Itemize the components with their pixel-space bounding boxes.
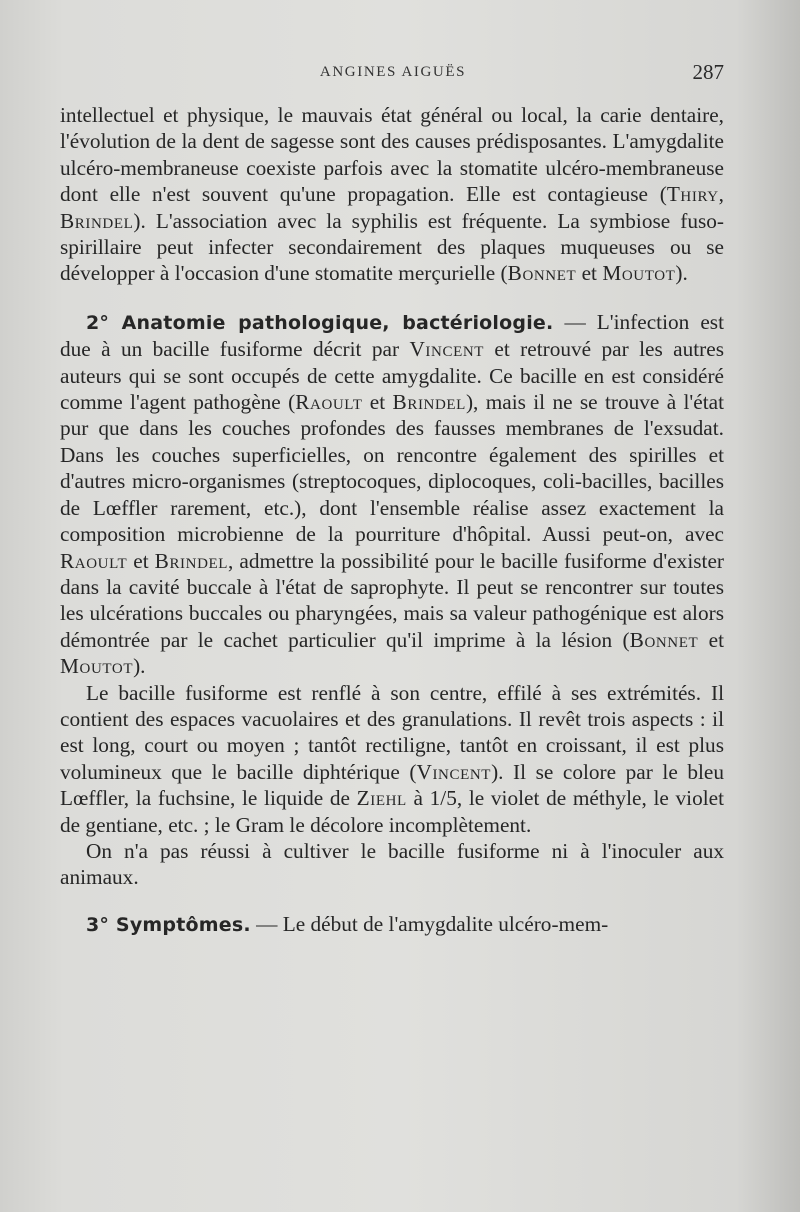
page-number: 287 <box>692 60 724 84</box>
text-run: et retrouvé par les autres auteurs qui se sont occupés de cette amygdalite. Ce bacille en est considéré comme l'agent pathogène ( <box>60 337 724 415</box>
author-name: Thiry <box>666 182 719 207</box>
text-run: Le bacille fusiforme est renflé à son centre, effilé à ses extrémités. Il contient des espaces vacuolaires et des granulations. Il revêt trois aspects : il est long, court ou moyen ; tantôt rectiligne, tantôt en croissant, il est plus volumineux que le bacille diphtérique ( <box>60 680 724 784</box>
author-name: Raoult <box>60 548 128 573</box>
text-run: et <box>362 390 393 415</box>
author-name: Vincent <box>416 759 492 784</box>
author-name: Brindel <box>60 208 134 233</box>
text-run: ). L'association avec la syphilis est fréquente. La symbiose fuso-spirillaire peut infecter secondairement des plaques muqueuses ou se développer à l'occasion d'une stomatite merçurielle ( <box>60 208 724 286</box>
text-run: et <box>127 548 155 573</box>
page-header <box>62 58 724 88</box>
text-run: ). <box>675 261 688 286</box>
text-run: ). <box>133 654 146 679</box>
author-name: Moutot <box>602 261 676 286</box>
author-name: Brindel <box>154 548 229 573</box>
text-run: , admettre la possibilité pour le bacille fusiforme d'exister dans la cavité buccale à l'état de saprophyte. Il peut se rencontrer sur toutes les ulcérations buccales ou pharyngées, mais sa valeur pathogénique est alors démontrée par le cachet particulier qu'il imprime à la lésion ( <box>60 548 724 652</box>
paragraph-bacillus-description <box>60 680 724 838</box>
author-name: Raoult <box>295 390 363 415</box>
section-heading: 2° Anatomie pathologique, bactériologie. <box>86 311 554 334</box>
author-name: Brindel <box>392 390 466 415</box>
paragraph-etiology-continued <box>60 102 724 287</box>
author-name: Moutot <box>60 654 134 679</box>
author-name: Bonnet <box>629 627 699 652</box>
text-run: ). Il se colore par le bleu Lœffler, la fuchsine, le liquide de <box>60 759 724 811</box>
paragraph-culture <box>60 838 724 891</box>
text-run: — L'infection est due à un bacille fusiforme décrit par <box>60 309 724 362</box>
text-run: intellectuel et physique, le mauvais état général ou local, la carie dentaire, l'évolution de la dent de sagesse sont des causes prédisposantes. L'amygdalite ulcéro-membraneuse coexiste parfois avec la stomatite ulcéro-membraneuse dont elle n'est souvent qu'une propagation. Elle est contagieuse ( <box>60 103 724 207</box>
text-run: ), mais il ne se trouve à l'état pur que dans les couches profondes des fausses membranes de l'exsudat. Dans les couches superficielles, on rencontre également des spirilles et d'autres micro-organismes (streptocoques, diplocoques, coli-bacilles, bacilles de Lœffler rarement, etc.), dont l'ensemble réalise assez exactement la composition microbienne de la pourriture d'hôpital. Aussi peut-on, avec <box>60 390 725 547</box>
text-run: à 1/5, le violet de méthyle, le violet de gentiane, etc. ; le Gram le décolore incomplètement. <box>60 786 725 837</box>
text-run: et <box>698 627 724 652</box>
author-name: Bonnet <box>507 261 577 286</box>
author-name: Ziehl <box>356 786 407 811</box>
section-anatomy-bacteriology <box>60 309 724 680</box>
text-run: On n'a pas réussi à cultiver le bacille fusiforme ni à l'inoculer aux animaux. <box>60 838 724 890</box>
text-run: et <box>576 261 603 286</box>
text-run: , <box>718 182 724 207</box>
author-name: Vincent <box>409 337 485 362</box>
text-run: — Le début de l'amygdalite ulcéro-mem- <box>250 911 609 936</box>
section-heading: 3° Symptômes. <box>86 913 251 936</box>
section-symptoms <box>60 911 724 938</box>
running-title: ANGINES AIGUËS <box>319 64 467 80</box>
page-body <box>60 102 724 938</box>
